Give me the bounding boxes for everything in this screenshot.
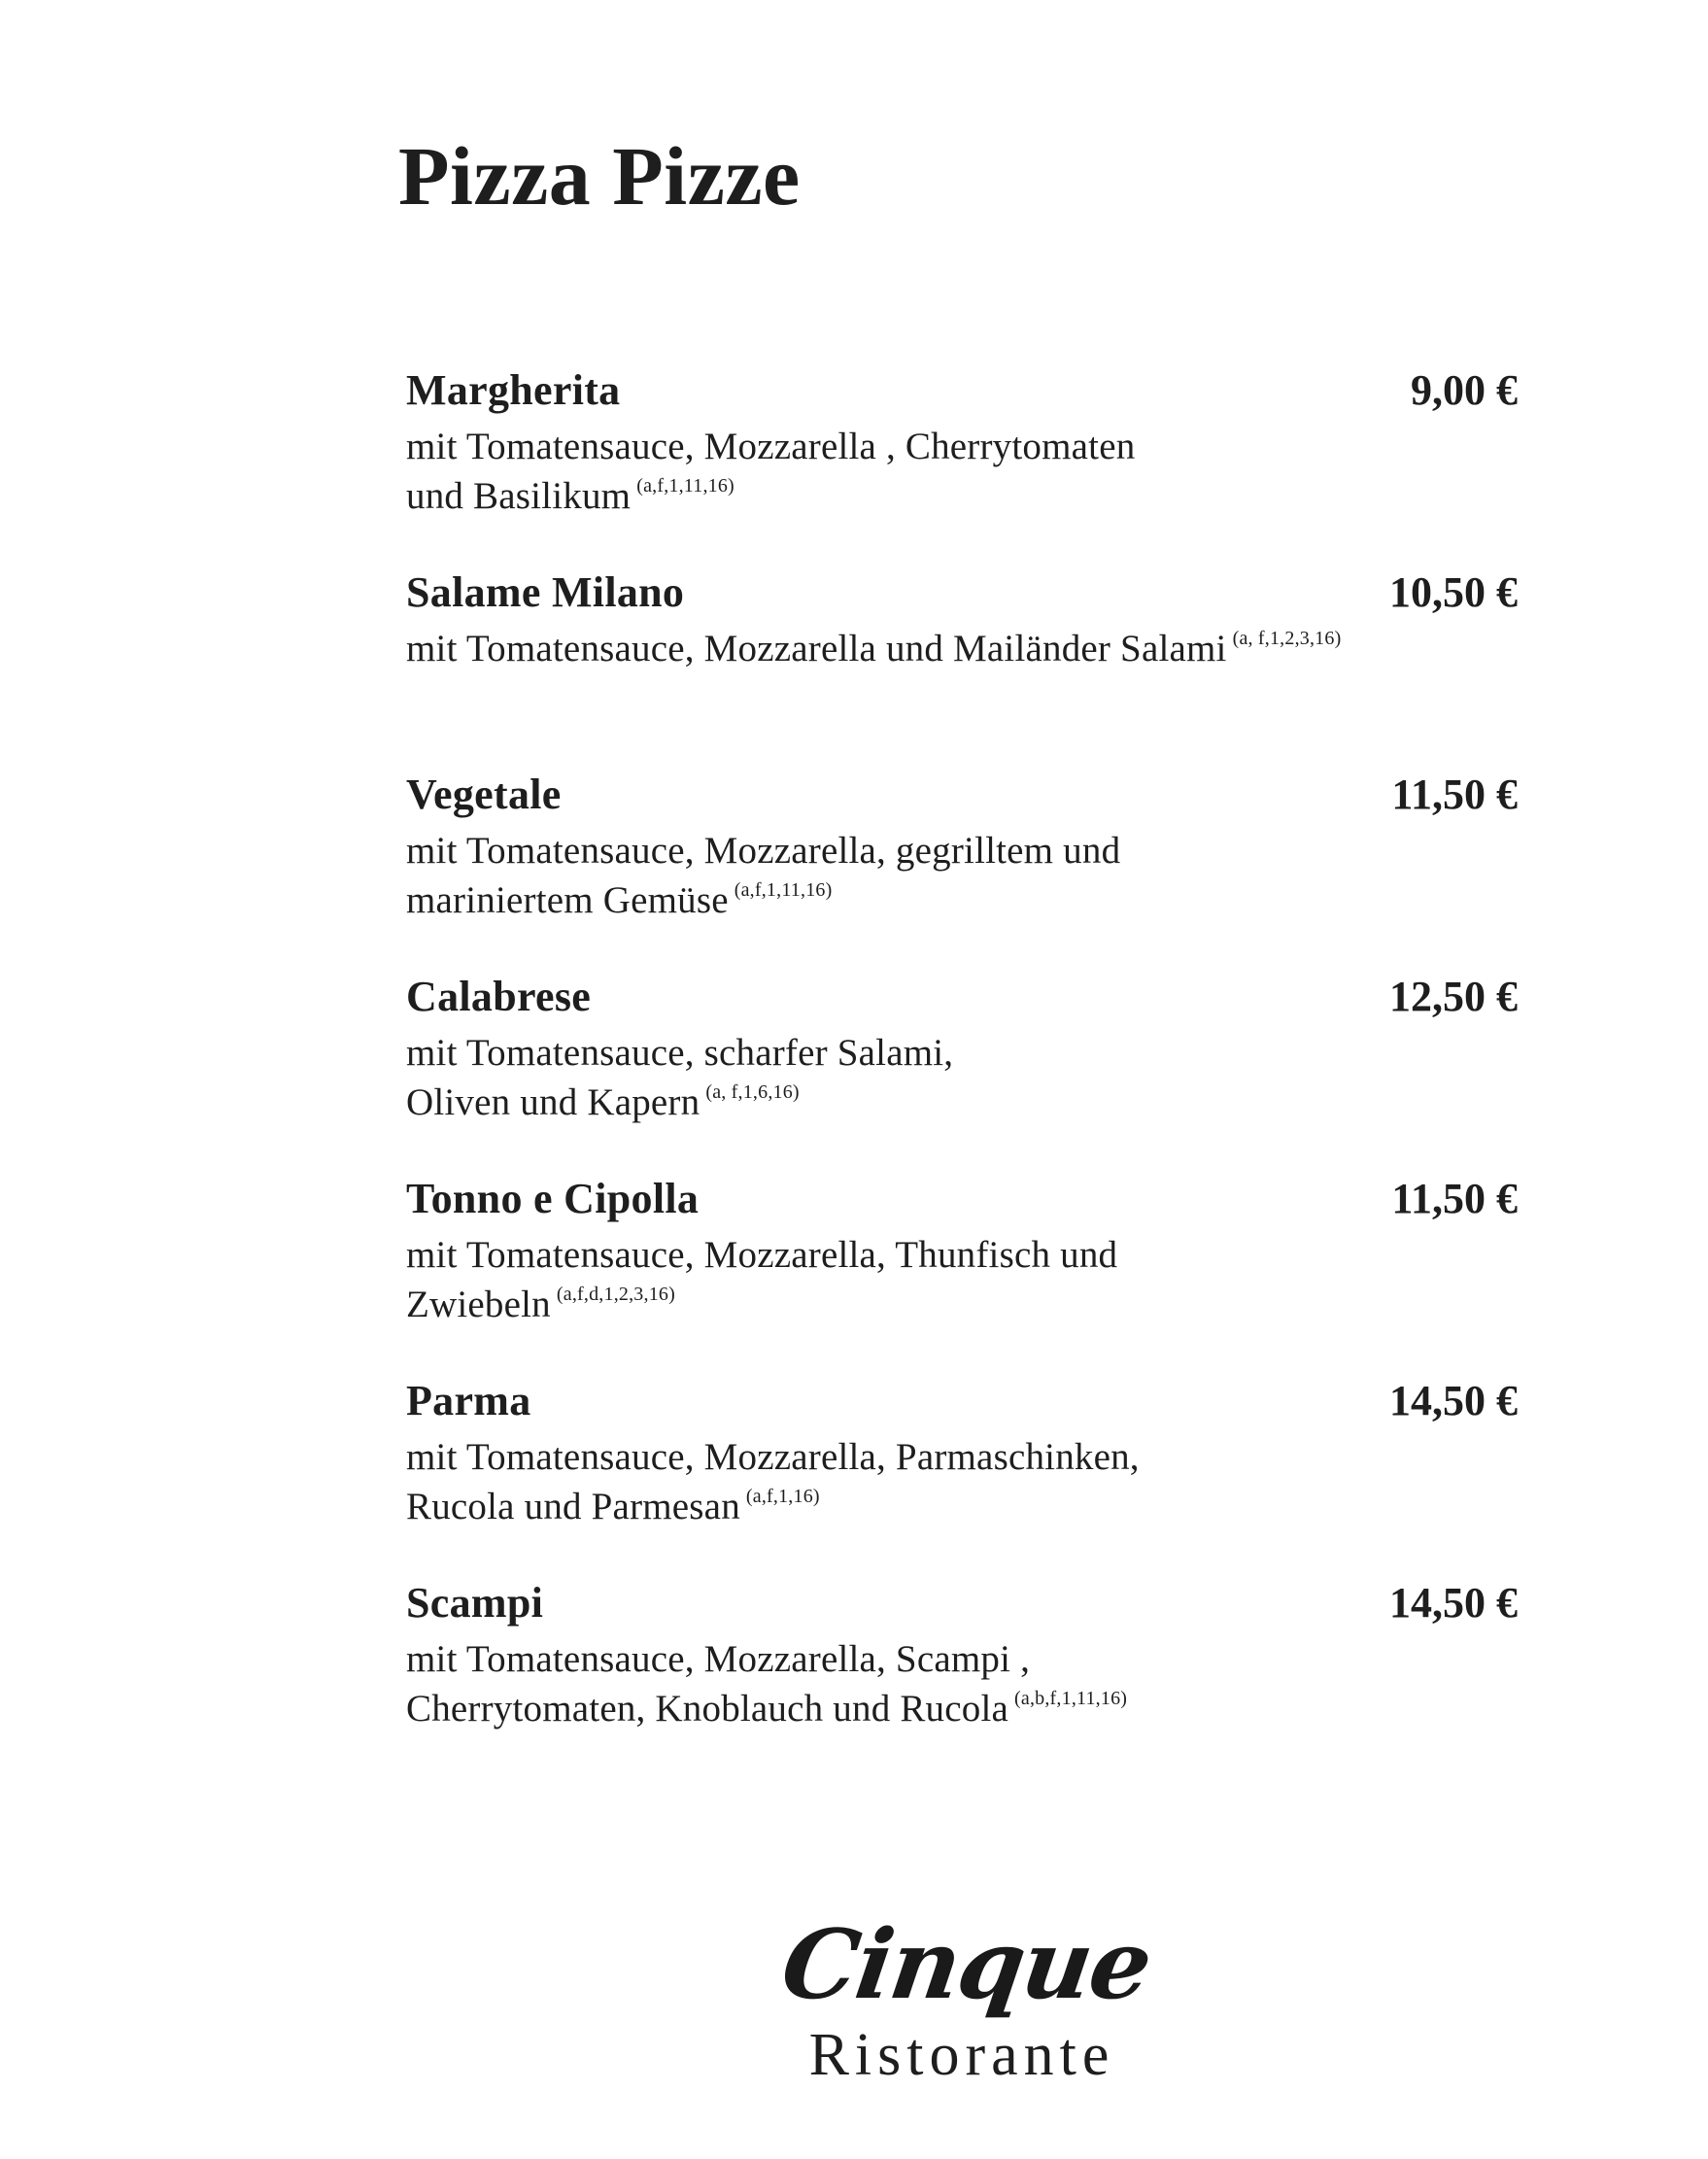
logo-subtitle: Ristorante [808,2022,1115,2088]
description-line: mit Tomatensauce, Mozzarella, Parmaschinken, [406,1436,1140,1478]
allergen-codes: (a,b,f,1,11,16) [1014,1688,1128,1709]
description-line: Zwiebeln $^{(a,f,d,1,2,3,16)}$ [406,1284,675,1325]
menu-item-vegetale [406,770,1518,972]
menu-item-tonno-e-cipolla [406,1174,1518,1376]
description-line: mit Tomatensauce, Mozzarella, Thunfisch und [406,1234,1118,1276]
cinque-script-logo [775,1909,1157,2025]
item-name: Scampi [406,1579,544,1627]
item-name: Vegetale [406,771,562,818]
allergen-codes: (a, f,1,2,3,16) [1232,628,1342,649]
page-title: Pizza Pizze [398,129,801,223]
item-description [406,422,1518,528]
allergen-codes: (a, f,1,6,16) [705,1081,800,1103]
item-price: 11,50 € [1391,1175,1518,1222]
item-name: Calabrese [406,973,592,1020]
item-price: 9,00 € [1411,366,1518,414]
item-price: 12,50 € [1389,973,1518,1020]
allergen-codes: (a,f,1,11,16) [734,879,833,901]
item-price: 14,50 € [1389,1579,1518,1627]
description-line: mit Tomatensauce, Mozzarella und Mailänder Salami $^{(a, f,1,2,3,16)}$ [406,628,1342,669]
restaurant-logo [775,1909,1157,2088]
menu-item-salame-milano [406,567,1518,770]
description-line: mit Tomatensauce, Mozzarella , Cherrytomaten [406,426,1136,467]
menu-item-margherita [406,365,1518,567]
allergen-codes: (a,f,1,11,16) [636,475,734,497]
menu-item-parma [406,1376,1518,1578]
description-line: mariniertem Gemüse $^{(a,f,1,11,16)}$ [406,879,833,921]
description-line: mit Tomatensauce, Mozzarella, Scampi , [406,1638,1031,1680]
item-price: 14,50 € [1389,1377,1518,1424]
item-description [406,1230,1518,1336]
allergen-codes: (a,f,d,1,2,3,16) [556,1284,675,1305]
menu-item-calabrese [406,972,1518,1174]
description-line: Cherrytomaten, Knoblauch und Rucola $^{(a,b,f,1,11,16)}$ [406,1688,1128,1730]
item-name: Salame Milano [406,568,685,616]
item-name: Margherita [406,366,621,414]
description-line: mit Tomatensauce, scharfer Salami, [406,1032,954,1074]
allergen-codes: (a,f,1,16) [745,1486,820,1507]
item-description [406,1028,1518,1134]
logo-script-text: Cinque [775,1909,1157,2021]
description-line: und Basilikum $^{(a,f,1,11,16)}$ [406,475,734,517]
menu-list [406,365,1518,1780]
item-name: Tonno e Cipolla [406,1175,700,1222]
item-description [406,1432,1518,1538]
item-name: Parma [406,1377,531,1424]
menu-item-scampi [406,1578,1518,1780]
item-description [406,826,1518,932]
description-line: Oliven und Kapern $^{(a, f,1,6,16)}$ [406,1081,800,1123]
description-line: mit Tomatensauce, Mozzarella, gegrilltem und [406,830,1121,872]
item-price: 11,50 € [1391,771,1518,818]
item-description [406,624,1518,680]
item-price: 10,50 € [1389,568,1518,616]
description-line: Rucola und Parmesan $^{(a,f,1,16)}$ [406,1486,820,1527]
item-description [406,1634,1518,1740]
